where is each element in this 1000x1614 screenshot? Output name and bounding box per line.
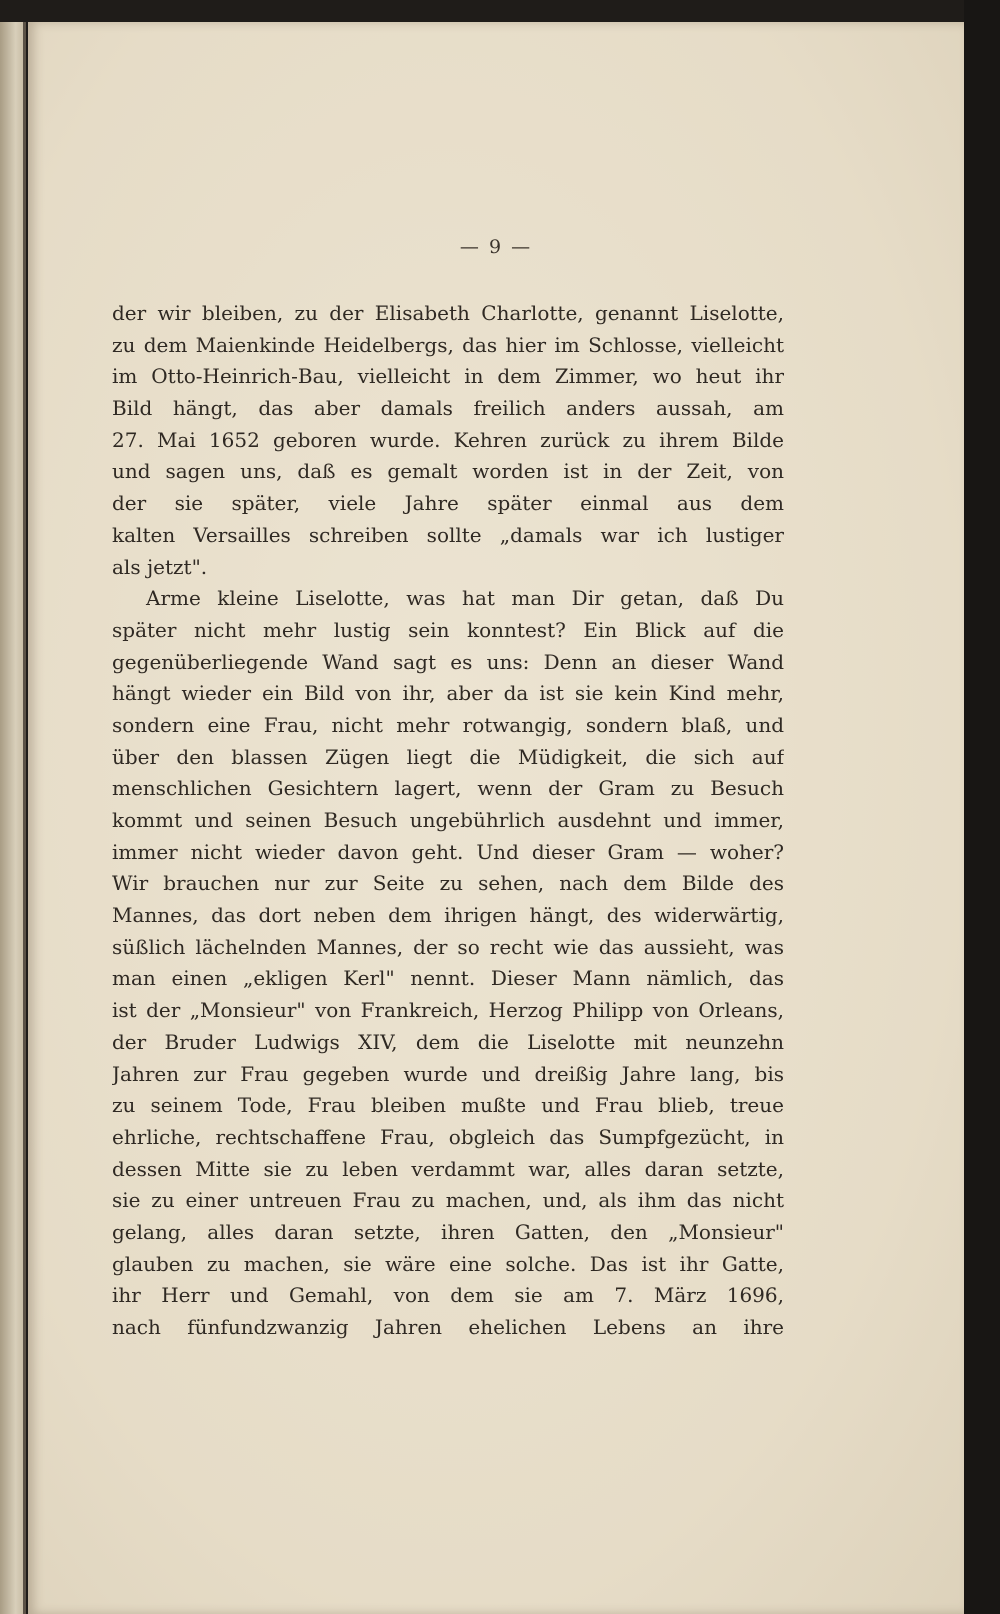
text-line: zu seinem Tode, Frau bleiben mußte und Frau blieb, treue — [112, 1093, 784, 1118]
text-line: der sie später, viele Jahre später einmal aus dem — [112, 491, 784, 516]
text-line: sondern eine Frau, nicht mehr rotwangig, sondern blaß, und — [112, 712, 784, 737]
text-line: menschlichen Gesichtern lagert, wenn der Gram zu Besuch — [112, 776, 784, 801]
body-text — [112, 298, 784, 1344]
text-line: Arme kleine Liselotte, was hat man Dir getan, daß Du — [146, 586, 784, 611]
text-line: der Bruder Ludwigs XIV, dem die Liselotte mit neunzehn — [112, 1029, 784, 1054]
text-line: nach fünfundzwanzig Jahren ehelichen Lebens an ihre — [112, 1315, 784, 1339]
text-line: 27. Mai 1652 geboren wurde. Kehren zurück zu ihrem Bilde — [112, 427, 784, 452]
text-line: Mannes, das dort neben dem ihrigen hängt, des widerwärtig, — [112, 903, 784, 928]
text-line: kalten Versailles schreiben sollte „damals war ich lustiger — [112, 522, 784, 547]
text-line: später nicht mehr lustig sein konntest? Ein Blick auf die — [112, 617, 784, 642]
text-line: im Otto-Heinrich-Bau, vielleicht in dem Zimmer, wo heut ihr — [112, 364, 784, 389]
text-line: man einen „ekligen Kerl" nennt. Dieser Mann nämlich, das — [112, 966, 784, 991]
text-line: immer nicht wieder davon geht. Und dieser Gram — woher? — [112, 839, 784, 864]
book-page — [28, 22, 964, 1614]
text-line: zu dem Maienkinde Heidelbergs, das hier im Schlosse, vielleicht — [112, 332, 784, 357]
text-line: süßlich lächelnden Mannes, der so recht wie das aussieht, was — [112, 934, 784, 959]
text-line: dessen Mitte sie zu leben verdammt war, alles daran setzte, — [112, 1156, 784, 1181]
text-line: hängt wieder ein Bild von ihr, aber da ist sie kein Kind mehr, — [112, 681, 784, 706]
text-line: Wir brauchen nur zur Seite zu sehen, nach dem Bilde des — [112, 871, 784, 896]
text-line: kommt und seinen Besuch ungebührlich ausdehnt und immer, — [112, 808, 784, 832]
text-line: Bild hängt, das aber damals freilich anders aussah, am — [112, 396, 784, 421]
text-line: glauben zu machen, sie wäre eine solche. Das ist ihr Gatte, — [112, 1251, 784, 1276]
text-line: ist der „Monsieur" von Frankreich, Herzog Philipp von Orleans, — [112, 998, 784, 1023]
text-line: als jetzt". — [112, 554, 208, 579]
page-number: — 9 — — [459, 236, 533, 258]
text-line: und sagen uns, daß es gemalt worden ist in der Zeit, von — [112, 459, 784, 484]
text-line: ehrliche, rechtschaffene Frau, obgleich das Sumpfgezücht, in — [112, 1124, 784, 1149]
text-line: sie zu einer untreuen Frau zu machen, und, als ihm das nicht — [112, 1188, 784, 1213]
text-line: gelang, alles daran setzte, ihren Gatten, den „Monsieur" — [112, 1219, 784, 1244]
scan-background — [964, 0, 1000, 1614]
text-line: gegenüberliegende Wand sagt es uns: Denn an dieser Wand — [112, 649, 784, 674]
text-line: Jahren zur Frau gegeben wurde und dreißig Jahre lang, bis — [112, 1061, 784, 1086]
facing-page-edge — [0, 22, 26, 1614]
text-line: ihr Herr und Gemahl, von dem sie am 7. März 1696, — [112, 1283, 784, 1308]
text-line: über den blassen Zügen liegt die Müdigkeit, die sich auf — [112, 744, 784, 769]
text-line: der wir bleiben, zu der Elisabeth Charlotte, genannt Liselotte, — [112, 301, 784, 325]
